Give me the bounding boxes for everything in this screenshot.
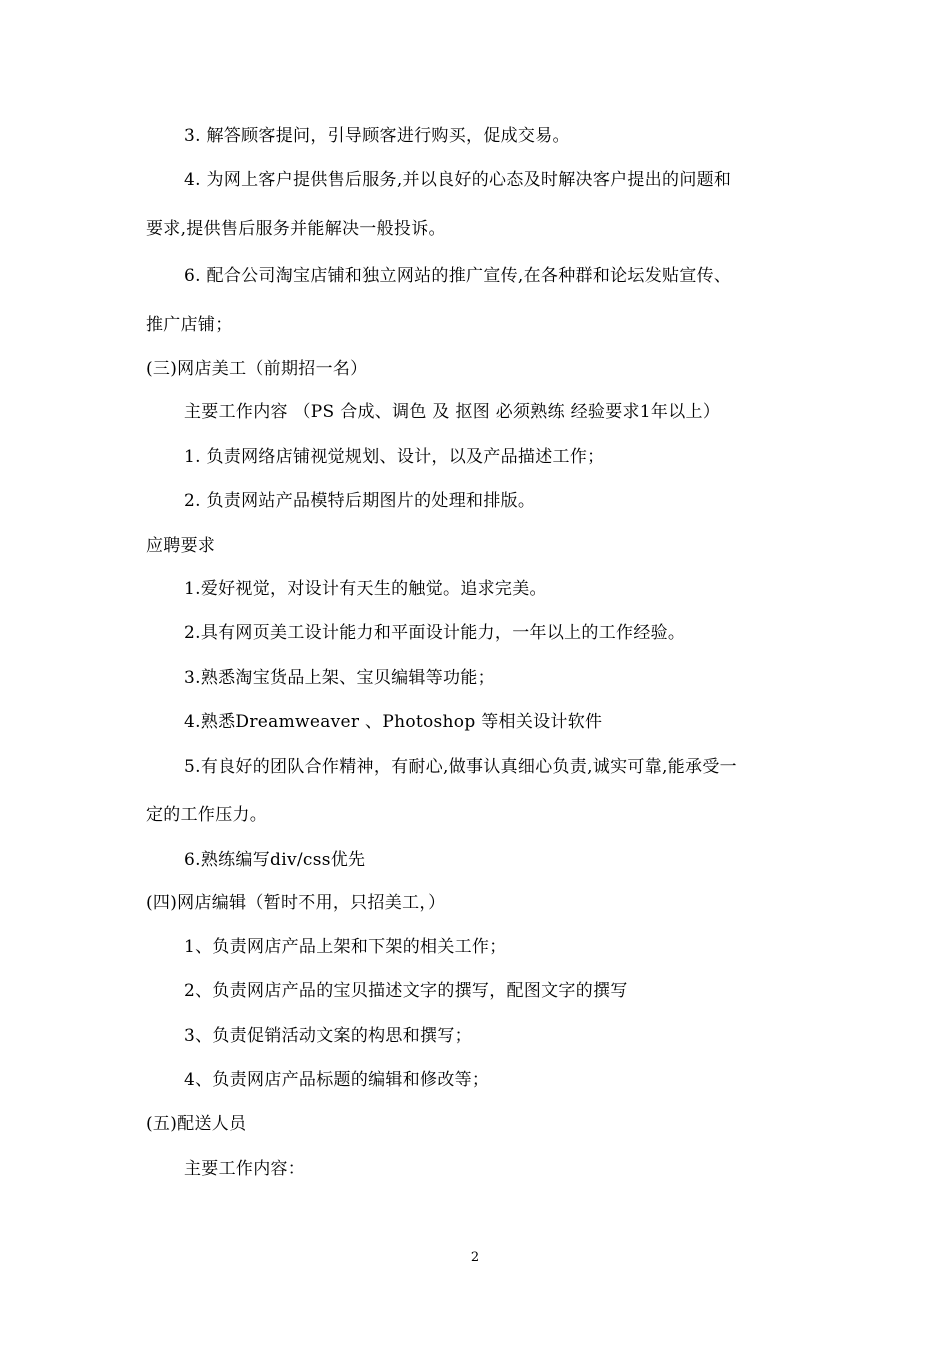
list-item-answer-questions: 3. 解答顾客提问，引导顾客进行购买，促成交易。: [184, 126, 570, 146]
list-item-requirement-4: 4.熟悉Dreamweaver 、Photoshop 等相关设计软件: [184, 712, 603, 732]
list-item-after-sales-service-continued: 要求,提供售后服务并能解决一般投诉。: [146, 219, 446, 239]
list-item-image-processing: 2. 负责网站产品模特后期图片的处理和排版。: [184, 491, 536, 511]
list-item-requirement-6: 6.熟练编写div/css优先: [184, 850, 366, 870]
section-heading-editor: (四)网店编辑（暂时不用，只招美工，）: [146, 893, 446, 913]
list-item-promotion-continued: 推广店铺；: [146, 315, 233, 335]
list-item-requirement-1: 1.爱好视觉，对设计有天生的触觉。追求完美。: [184, 579, 547, 599]
page-number: 2: [470, 1250, 480, 1265]
list-item-visual-planning: 1. 负责网络店铺视觉规划、设计，以及产品描述工作；: [184, 447, 605, 467]
list-item-requirement-2: 2.具有网页美工设计能力和平面设计能力，一年以上的工作经验。: [184, 623, 686, 643]
paragraph-delivery-work-content: 主要工作内容：: [184, 1159, 306, 1179]
list-item-requirement-5-continued: 定的工作压力。: [146, 805, 268, 825]
paragraph-main-work-content: 主要工作内容 （PS 合成、调色 及 抠图 必须熟练 经验要求1年以上）: [184, 402, 721, 422]
list-item-requirement-5: 5.有良好的团队合作精神，有耐心,做事认真细心负责,诚实可靠,能承受一: [184, 757, 737, 777]
list-item-editor-3: 3、负责促销活动文案的构思和撰写；: [184, 1026, 472, 1046]
section-heading-delivery: (五)配送人员: [146, 1114, 247, 1134]
list-item-editor-2: 2、负责网店产品的宝贝描述文字的撰写，配图文字的撰写: [184, 981, 628, 1001]
list-item-promotion: 6. 配合公司淘宝店铺和独立网站的推广宣传,在各种群和论坛发贴宣传、: [184, 266, 732, 286]
section-heading-requirements: 应聘要求: [146, 536, 216, 556]
list-item-after-sales-service: 4. 为网上客户提供售后服务,并以良好的心态及时解决客户提出的问题和: [184, 170, 732, 190]
section-heading-designer: (三)网店美工（前期招一名）: [146, 359, 368, 379]
list-item-requirement-3: 3.熟悉淘宝货品上架、宝贝编辑等功能；: [184, 668, 495, 688]
list-item-editor-1: 1、负责网店产品上架和下架的相关工作；: [184, 937, 507, 957]
list-item-editor-4: 4、负责网店产品标题的编辑和修改等；: [184, 1070, 490, 1090]
